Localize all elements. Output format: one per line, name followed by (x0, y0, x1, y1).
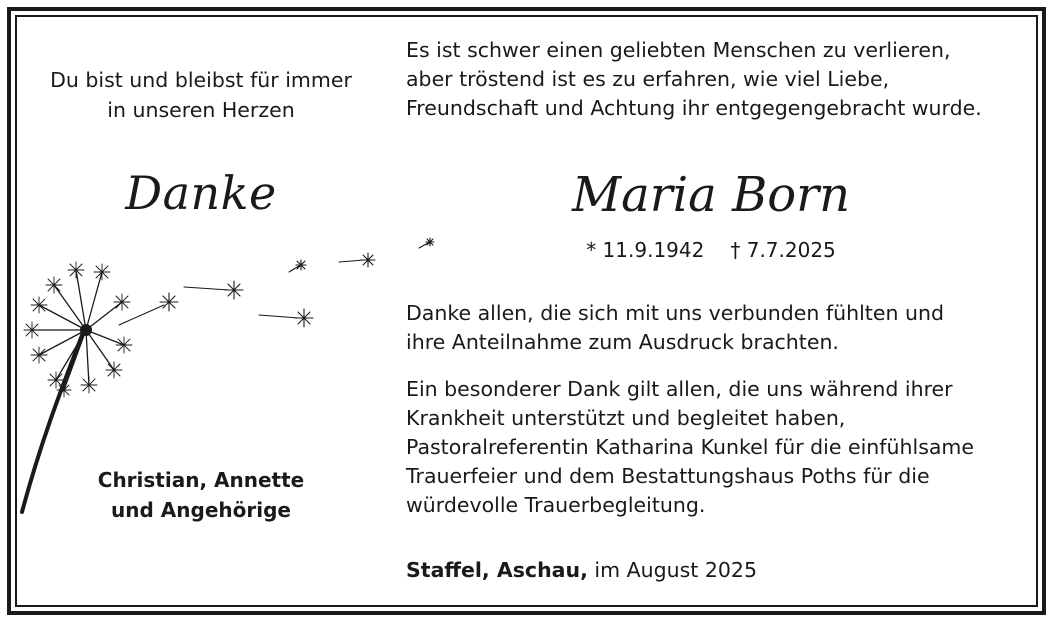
paragraph-line: würdevolle Trauerbegleitung. (406, 493, 706, 517)
date: im August 2025 (587, 558, 758, 582)
signers-line-2: und Angehörige (111, 498, 291, 522)
motto-line-1: Du bist und bleibst für immer (50, 68, 352, 92)
place: Staffel, Aschau, (406, 558, 588, 582)
paragraph-line: Ein besonderer Dank gilt allen, die uns während ihrer (406, 377, 953, 401)
danke-heading: Danke (125, 166, 277, 220)
intro-line: Freundschaft und Achtung ihr entgegengebracht wurde. (406, 96, 982, 120)
paragraph-line: Pastoralreferentin Katharina Kunkel für die einfühlsame (406, 435, 975, 459)
paragraph-line: Krankheit unterstützt und begleitet haben, (406, 406, 846, 430)
death-date: † 7.7.2025 (730, 238, 836, 262)
birth-date: * 11.9.1942 (586, 238, 705, 262)
deceased-name: Maria Born (572, 167, 850, 223)
paragraph-line: ihre Anteilnahme zum Ausdruck brachten. (406, 330, 839, 354)
signers (30, 465, 372, 525)
signers-line-1: Christian, Annette (97, 468, 305, 492)
place-date (406, 556, 1031, 585)
life-dates (406, 235, 1016, 265)
thanks-paragraph-1 (406, 299, 1031, 357)
paragraph-line: Trauerfeier und dem Bestattungshaus Poths für die (406, 464, 930, 488)
paragraph-line: Danke allen, die sich mit uns verbunden fühlten und (406, 301, 944, 325)
intro-line: Es ist schwer einen geliebten Menschen zu verlieren, (406, 38, 951, 62)
intro-line: aber tröstend ist es zu erfahren, wie viel Liebe, (406, 67, 890, 91)
motto (30, 65, 372, 125)
thanks-paragraph-2 (406, 375, 1031, 520)
motto-line-2: in unseren Herzen (107, 98, 295, 122)
intro-text (406, 36, 1031, 123)
